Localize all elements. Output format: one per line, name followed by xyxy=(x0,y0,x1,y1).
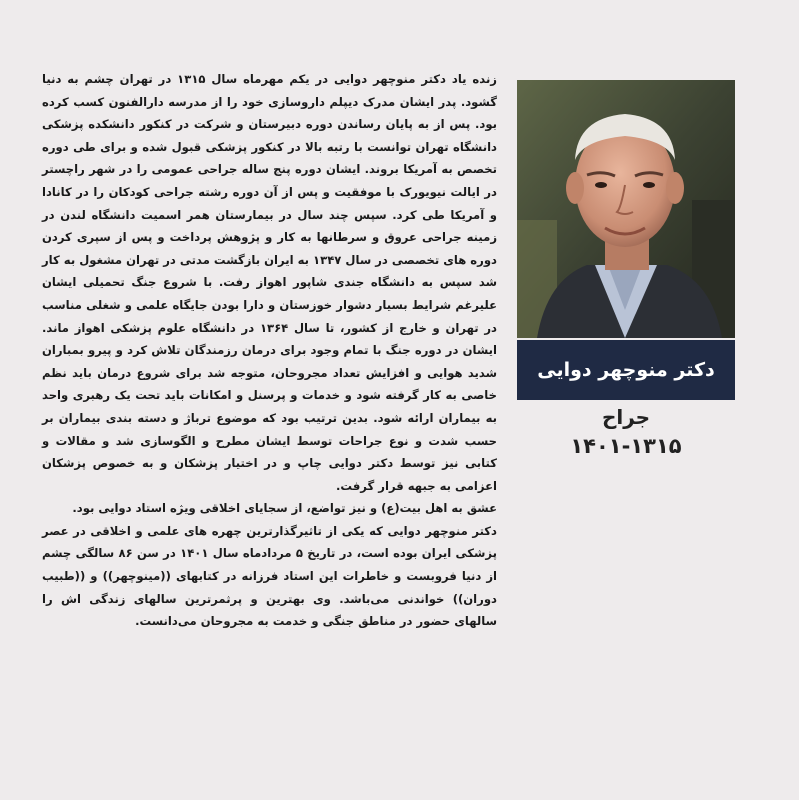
person-role: جراح xyxy=(601,405,651,429)
biography-paragraph-3: دکتر منوچهر دوایی که یکی از تاثیرگذارترین چهره های علمی و اخلاقی در عصر پزشکی ایران بوده است، در تاریخ ۵ مردادماه سال ۱۴۰۱ در سن ۸۶ سالگی چشم از دنیا فروبست و خاطرات این استاد فرزانه در کتابهای ((مینوچهر)) و ((طبیب دوران)) خواندنی می‌باشد. وی بهترین و پرثمرترین سالهای زندگی اش را سالهای حضور در مناطق جنگی و خدمت به مجروحان می‌دانست. xyxy=(42,523,497,629)
biography-paragraph-1: زنده یاد دکتر منوچهر دوایی در یکم مهرماه سال ۱۳۱۵ در تهران چشم به دنیا گشود. پدر ایشان مدرک دیپلم داروسازی خود را از مدرسه دارالفنون کسب کرده بود. پس از به پایان رساندن دوره دبیرستان و شرکت در کنکور دانشکده پزشکی دانشگاه تهران توانست با رتبه بالا در کنکور پزشکی قبول شده و برای طی دوره تخصص به آمریکا بروند. ایشان دوره پنج ساله جراحی عمومی را در شهر راچستر در ایالت نیویورک با موفقیت و پس از آن دوره رشته جراحی کودکان را در کانادا و آمریکا طی کرد. سپس چند سال در بیمارستان همر اسمیت دانشگاه لندن در زمینه جراحی عروق و سرطانها به کار و پژوهش پرداخت و پس از سپری کردن دوره های تخصصی در سال ۱۳۴۷ به ایران بازگشت مدتی در تهران مشغول به کار شد سپس به دانشگاه جندی شاپور اهواز رفت. با شروع جنگ تحمیلی ایشان علیرغم شرایط بسیار دشوار خوزستان و دارا بودن جایگاه علمی و شغلی مناسب در تهران و خارج از کشور، تا سال ۱۳۶۴ در دانشگاه علوم پزشکی اهواز ماند. ایشان در دوره جنگ با تمام وجود برای درمان رزمندگان تلاش کرد و پیرو بمباران شدید هوایی و افزایش تعداد مجروحان، متوجه شد برای شروع درمان باید نظم خاصی به کار گرفته شود و خدمات و پرسنل و امکانات باید تحت یک رهبری واحد به بیماران ارائه شود. بدین ترتیب بود که موضوع ترباژ و دسته بندی بیماران بر حسب شدت و نوع جراحات توسط ایشان مطرح و الگوسازی شد و مقالات و کتابی نیز توسط دکتر دوایی چاپ و در اختیار پزشکان و به خصوص پزشکان اعزامی به جبهه قرار گرفت. xyxy=(42,72,497,493)
person-name: دکتر منوچهر دوایی xyxy=(537,359,715,381)
biography-text xyxy=(42,68,497,633)
biography-paragraph-2: عشق به اهل بیت(ع) و نیز تواضع، از سجایای اخلاقی ویژه استاد دوایی بود. xyxy=(72,501,497,516)
life-years: ۱۴۰۱-۱۳۱۵ xyxy=(570,434,682,458)
portrait-photo xyxy=(517,80,735,338)
portrait-illustration xyxy=(517,80,735,338)
name-plate xyxy=(517,340,735,400)
